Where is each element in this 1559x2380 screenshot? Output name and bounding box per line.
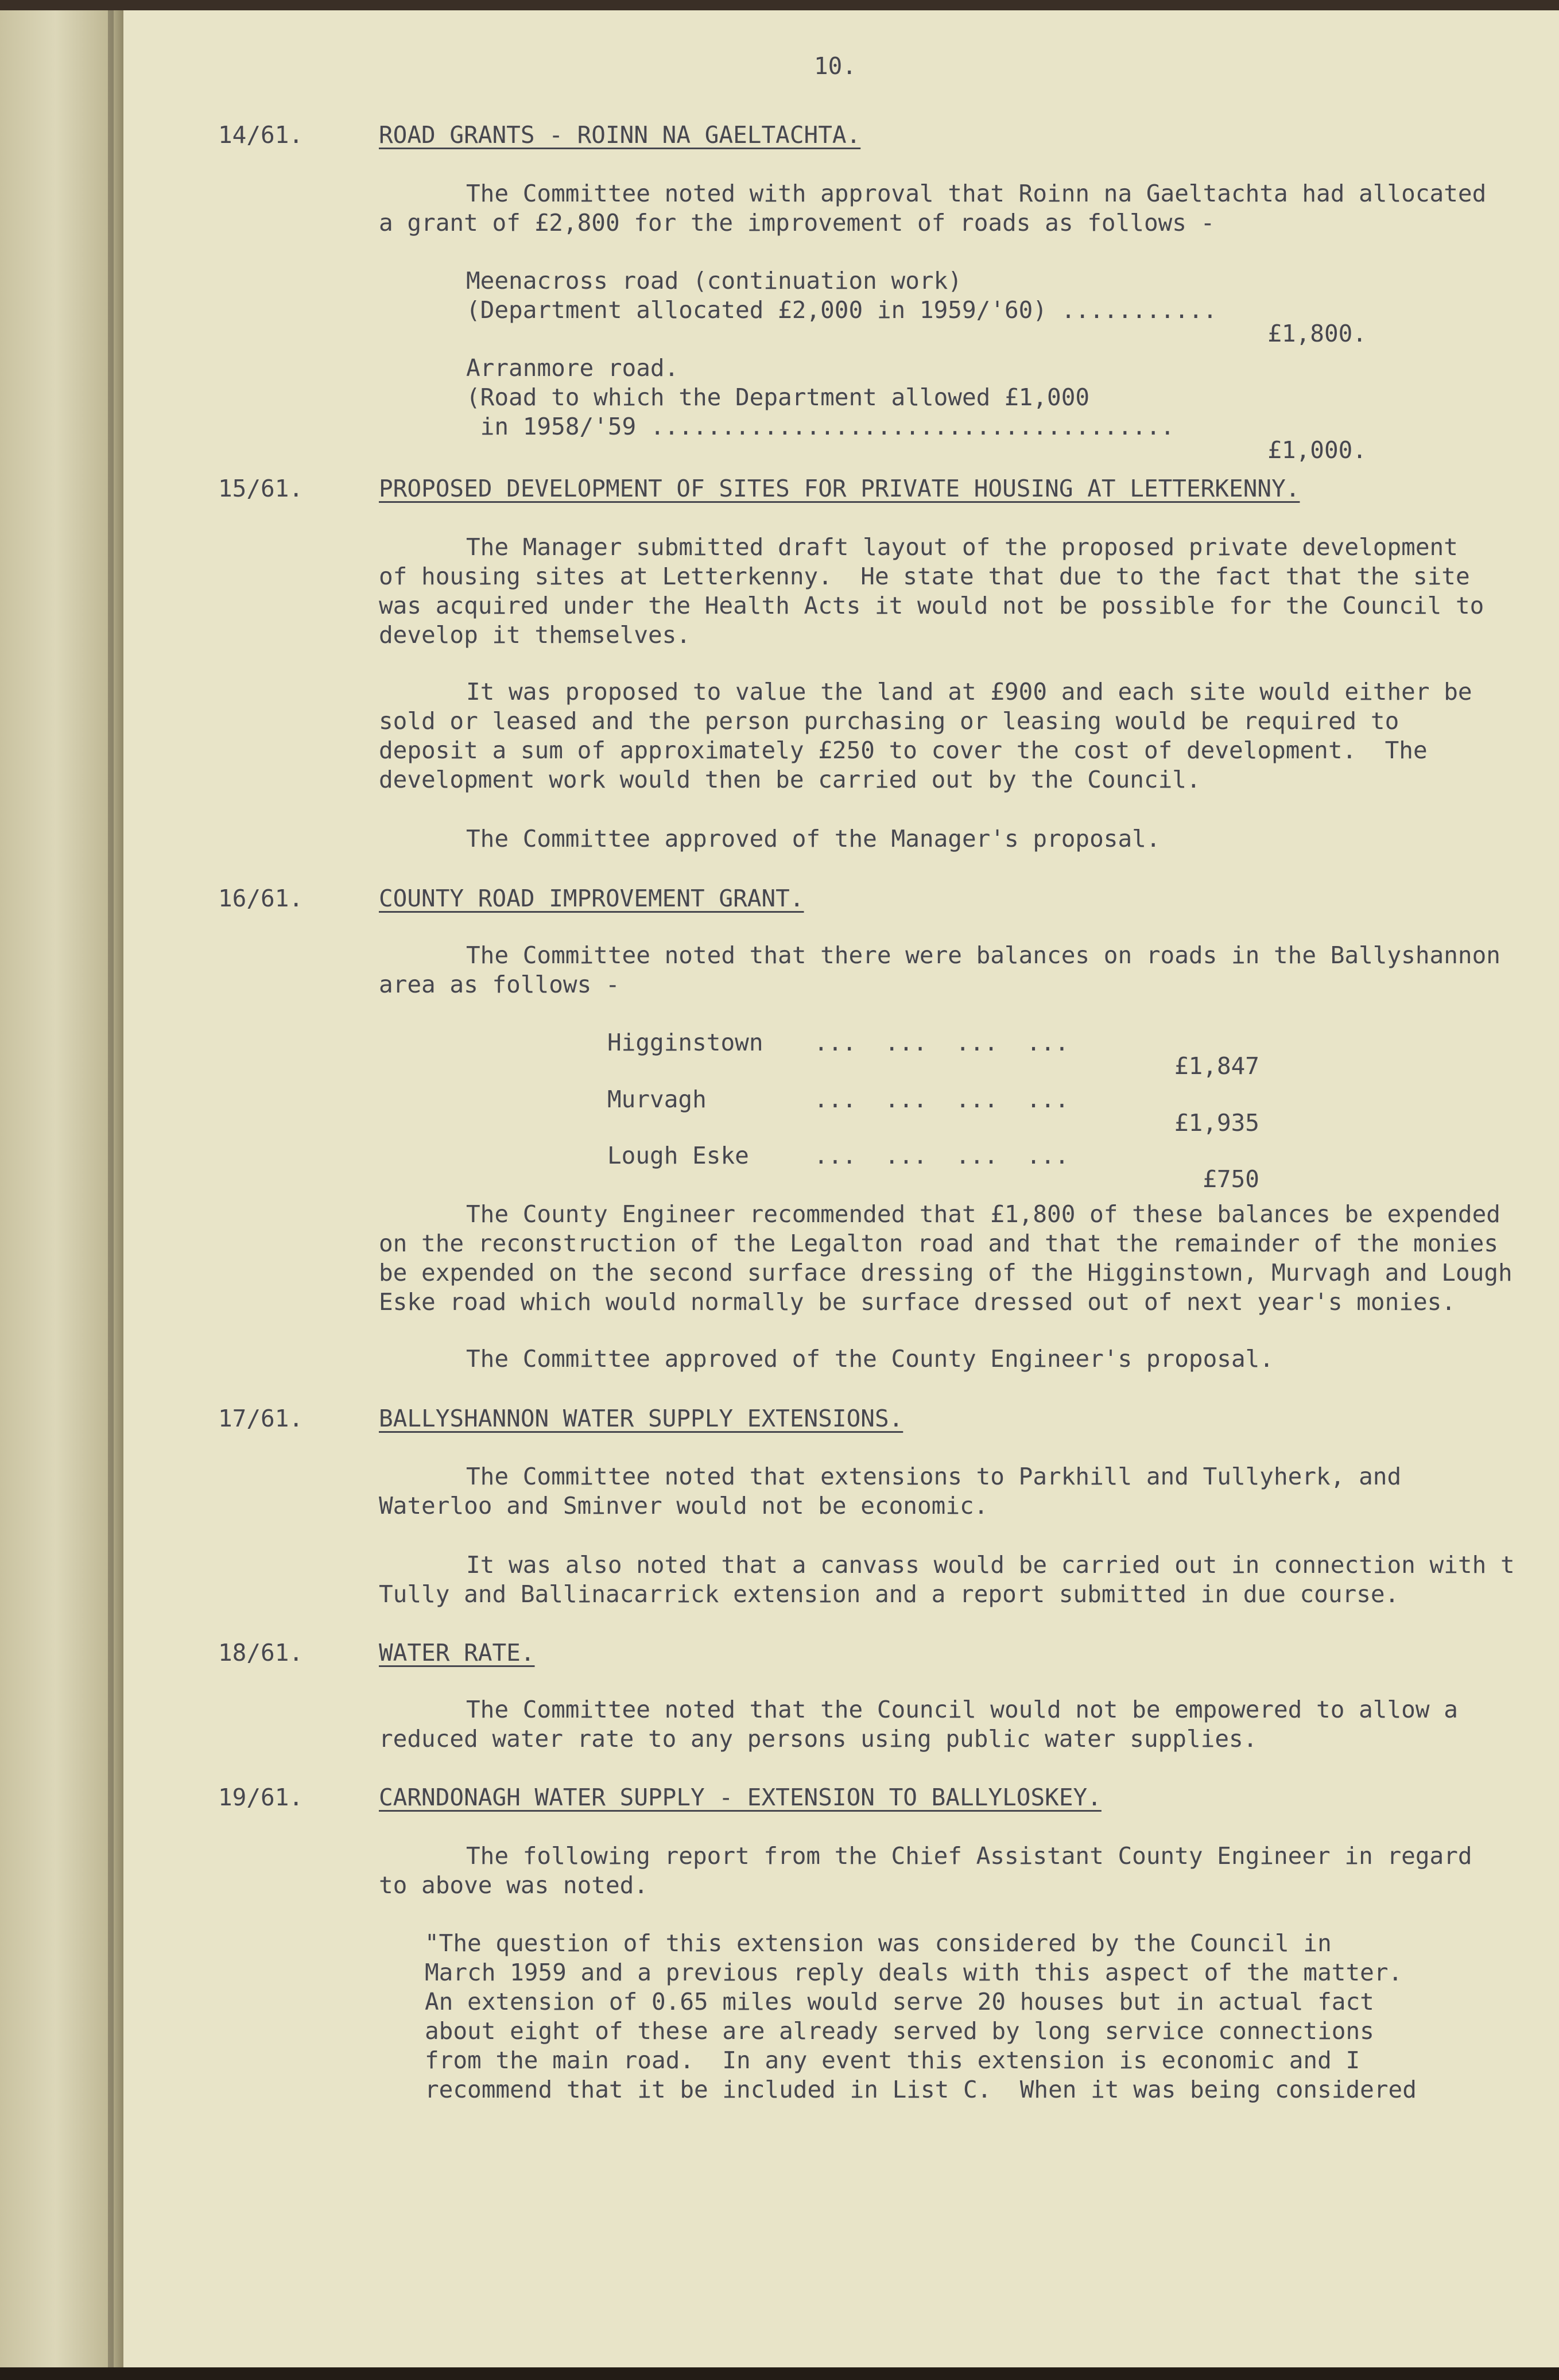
paragraph-line: The Committee noted that the Council would not be empowered to allow a [466,1696,1458,1723]
paragraph-line: The Committee approved of the County Engineer's proposal. [466,1345,1274,1373]
item-heading-carndonagh-water: CARNDONAGH WATER SUPPLY - EXTENSION TO BALLYLOSKEY. [379,1784,1102,1811]
page-number: 10. [814,52,857,80]
item-number-18-61: 18/61. [218,1639,304,1666]
binding-fold [108,10,114,2367]
quote-line: "The question of this extension was considered by the Council in [425,1929,1332,1957]
grant-amount: £1,800. [1267,320,1367,347]
binding-spine [0,10,123,2367]
paragraph-line: The Manager submitted draft layout of the proposed private development [466,533,1458,561]
paragraph-line: The following report from the Chief Assistant County Engineer in regard [466,1842,1472,1870]
paragraph-line: sold or leased and the person purchasing or leasing would be required to [379,707,1399,735]
paragraph-line: on the reconstruction of the Legalton road and that the remainder of the monies [379,1230,1499,1257]
paragraph-line: Eske road which would normally be surface dressed out of next year's monies. [379,1288,1456,1316]
paragraph-line: The County Engineer recommended that £1,800 of these balances be expended [466,1200,1500,1228]
item-number-16-61: 16/61. [218,885,304,912]
item-heading-road-grants: ROAD GRANTS - ROINN NA GAELTACHTA. [379,121,861,149]
paragraph-line: The Committee approved of the Manager's proposal. [466,825,1161,852]
paragraph-line: deposit a sum of approximately £250 to cover the cost of development. The [379,737,1428,764]
item-heading-water-rate: WATER RATE. [379,1639,535,1666]
balance-leader-dots: ... ... ... ... [814,1142,1069,1169]
paragraph-line: area as follows - [379,971,620,998]
balance-leader-dots: ... ... ... ... [814,1086,1069,1113]
item-heading-ballyshannon-water: BALLYSHANNON WATER SUPPLY EXTENSIONS. [379,1405,903,1432]
paragraph-line: of housing sites at Letterkenny. He state that due to the fact that the site [379,563,1470,590]
item-number-15-61: 15/61. [218,475,304,502]
paragraph-line: to above was noted. [379,1871,648,1899]
quote-line: about eight of these are already served by long service connections [425,2017,1374,2045]
balance-road: Higginstown [607,1029,763,1056]
paragraph-line: was acquired under the Health Acts it would not be possible for the Council to [379,592,1484,619]
scan-top-edge [0,0,1559,10]
grant-line: (Department allocated £2,000 in 1959/'60) ........... [466,296,1217,324]
paragraph-line: It was also noted that a canvass would be carried out in connection with t [466,1551,1515,1579]
item-number-14-61: 14/61. [218,121,304,149]
paragraph-line: The Committee noted that there were balances on roads in the Ballyshannon [466,941,1500,969]
paragraph-line: The Committee noted that extensions to Parkhill and Tullyherk, and [466,1463,1402,1490]
grant-line: Arranmore road. [466,354,679,382]
grant-line: Meenacross road (continuation work) [466,267,962,294]
balance-leader-dots: ... ... ... ... [814,1029,1069,1056]
grant-line: (Road to which the Department allowed £1,000 [466,383,1090,411]
paragraph-line: be expended on the second surface dressing of the Higginstown, Murvagh and Lough [379,1259,1513,1286]
balance-amount: £1,847 [1174,1052,1259,1080]
paragraph-line: development work would then be carried out by the Council. [379,766,1201,793]
item-heading-county-road-improvement: COUNTY ROAD IMPROVEMENT GRANT. [379,885,804,912]
quote-line: March 1959 and a previous reply deals with this aspect of the matter. [425,1959,1403,1986]
paragraph-line: It was proposed to value the land at £900 and each site would either be [466,678,1472,706]
quote-line: from the main road. In any event this extension is economic and I [425,2046,1360,2074]
balance-amount: £1,935 [1174,1109,1259,1137]
quote-line: An extension of 0.65 miles would serve 20 houses but in actual fact [425,1988,1374,2015]
paragraph-line: reduced water rate to any persons using public water supplies. [379,1725,1258,1753]
paragraph-line: Waterloo and Sminver would not be economic. [379,1492,988,1520]
grant-line: in 1958/'59 ..................................... [466,413,1175,440]
item-heading-proposed-development: PROPOSED DEVELOPMENT OF SITES FOR PRIVATE HOUSING AT LETTERKENNY. [379,475,1300,502]
paragraph-line: The Committee noted with approval that Roinn na Gaeltachta had allocated [466,180,1487,207]
document-page [0,10,1559,2367]
paragraph-line: develop it themselves. [379,621,691,649]
balance-road: Murvagh [607,1086,707,1113]
quote-line: recommend that it be included in List C. When it was being considered [425,2076,1417,2103]
item-number-19-61: 19/61. [218,1784,304,1811]
balance-amount: £750 [1203,1165,1259,1193]
scan-bottom-edge [0,2367,1559,2380]
paragraph-line: Tully and Ballinacarrick extension and a report submitted in due course. [379,1580,1399,1608]
grant-amount: £1,000. [1267,436,1367,464]
balance-road: Lough Eske [607,1142,749,1169]
paragraph-line: a grant of £2,800 for the improvement of roads as follows - [379,209,1215,237]
item-number-17-61: 17/61. [218,1405,304,1432]
